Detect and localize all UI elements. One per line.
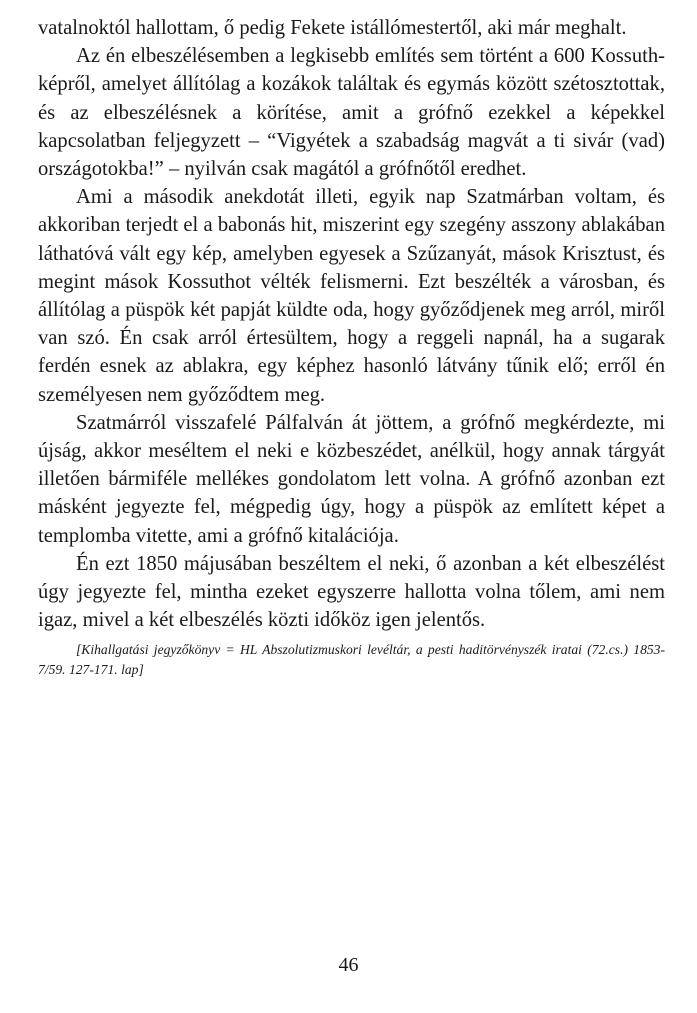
page-body: [38, 14, 665, 680]
source-citation: [Kihallgatási jegyzőkönyv = HL Abszolutizmuskori levéltár, a pesti haditörvényszék iratai (72.cs.) 1853-7/59. 127-171. lap]: [38, 642, 665, 678]
paragraph-palfalva: Szatmárról visszafelé Pálfalván át jöttem, a grófnő megkérdezte, mi újság, akkor meséltem el neki e közbeszédet, anélkül, hogy annak tárgyát illetően bármiféle mellékes gondolatom lett volna. A grófnő azonban ezt másként jegyezte fel, mégpedig úgy, hogy a püspök az említett képet a templomba vitette, ami a grófnő kitalációja.: [38, 411, 665, 547]
page-number: 46: [338, 954, 359, 976]
paragraph-continuation: vatalnoktól hallottam, ő pedig Fekete istállómestertől, aki már meghalt.: [38, 17, 627, 39]
paragraph-second-anecdote: Ami a második anekdotát illeti, egyik nap Szatmárban voltam, és akkoriban terjedt el a babonás hit, miszerint egy szegény asszony ablakában láthatóvá vált egy kép, amelyben egyesek a Szűzanyát, mások Krisztust, és megint mások Kossuthot vélték felismerni. Ezt beszélték a városban, és állítólag a püspök két papját küldte oda, hogy győződjenek meg arról, miről van szó. Én csak arról értesültem, hogy a reggeli napnál, ha a sugarak ferdén esnek az ablakra, egy képhez hasonló látvány tűnik elő; erről én személyesen nem győződtem meg.: [38, 186, 665, 406]
paragraph-may-1850: Én ezt 1850 májusában beszéltem el neki, ő azonban a két elbeszélést úgy jegyezte fel, mintha ezeket egyszerre hallotta volna tőlem, ami nem igaz, mivel a két elbeszélés közti időköz igen jelentős.: [38, 552, 665, 632]
paragraph-kossuth-pictures: Az én elbeszélésemben a legkisebb említés sem történt a 600 Kossuth-képről, amelyet állítólag a kozákok találtak és egymás között szétosztottak, és az elbeszélésnek a körítése, amit a grófnő ezekkel a képekkel kapcsolatban feljegyzett – “Vigyétek a szabadság magvát a ti sivár (vad) országotokba!” – nyilván csak magától a grófnőtől eredhet.: [38, 45, 665, 181]
